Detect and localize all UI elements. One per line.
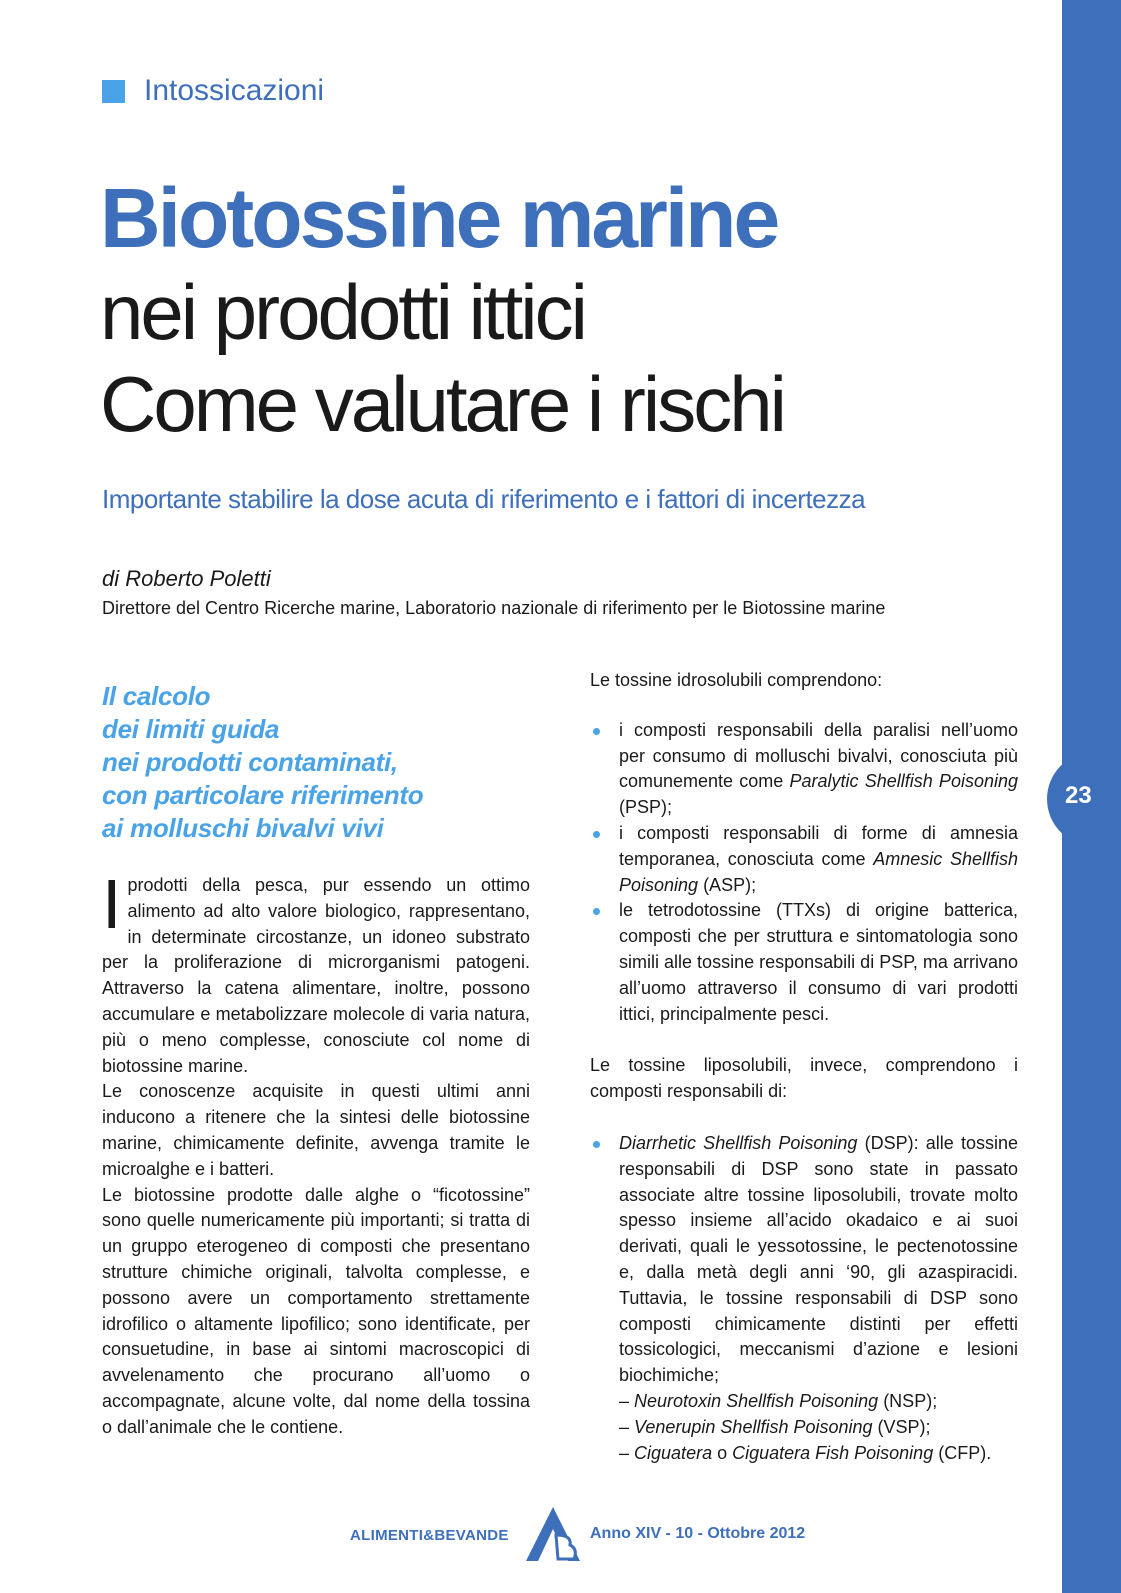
drop-cap: I [102, 865, 122, 943]
magazine-name: ALIMENTI&BEVANDE [350, 1527, 509, 1544]
bullet-icon [593, 728, 600, 735]
left-column [102, 865, 530, 1441]
list-item: le tetrodotossine (TTXs) di origine batterica, composti che per struttura e sintomatologia sono simili alle tossine responsabili di PSP, ma arrivano all’uomo attraverso il consumo di vari prodotti ittici, principalmente pesci. [590, 898, 1018, 1027]
dash-item: – Neurotoxin Shellfish Poisoning (NSP); [619, 1390, 938, 1411]
page-number: 23 [1065, 782, 1092, 809]
paragraph-1-text: prodotti della pesca, pur essendo un ottimo alimento ad alto valore biologico, rappresentano, in determinate circostanze, un idoneo substrato per la proliferazione di microrganismi patogeni. Attraverso la catena alimentare, inoltre, possono accumulare e metabolizzare molecole di varia natura, più o meno complesse, conosciute col nome di biotossine marine. [102, 875, 530, 1076]
list-item: i composti responsabili della paralisi nell’uomo per consumo di molluschi bivalvi, conosciuta più comunemente come Paralytic Shellfish Poisoning (PSP); [590, 718, 1018, 821]
bullet-icon [593, 1141, 600, 1148]
magazine-logo-icon [522, 1505, 584, 1565]
author: di Roberto Poletti [102, 566, 271, 591]
list-item: Diarrhetic Shellfish Poisoning (DSP): alle tossine responsabili di DSP sono state in passato associate altre tossine liposolubili, trovate molto spesso insieme all’acido okadaico e ai suoi derivati, quali le yessotossine, le pectenotossine e, dalla metà degli anni ‘90, gli azaspiracidi. Tuttavia, le tossine responsabili di DSP sono composti chimicamente distinti per effetti tossicologici, meccanismi d’azione e lesioni biochimiche; [590, 1131, 1018, 1389]
paragraph-3: Le biotossine prodotte dalle alghe o “ficotossine” sono quelle numericamente più importanti; si tratta di un gruppo eterogeneo di composti che presentano strutture chimiche originali, talvolta complesse, e possono avere un comportamento strettamente idrofilico o altamente lipofilico; sono identificate, per consuetudine, in base ai sintomi macroscopici di avvelenamento che procurano all’uomo o accompagnate, alcune volte, dal nome della tossina o dall’animale che le contiene. [102, 1184, 530, 1437]
lead-callout [102, 680, 542, 845]
bullet-icon [593, 831, 600, 838]
title-line-1: Biotossine marine [100, 171, 778, 265]
section-label: Intossicazioni [144, 74, 325, 107]
lead-line: Il calcolo [102, 681, 211, 711]
lead-line: nei prodotti contaminati, [102, 747, 398, 777]
subtitle: Importante stabilire la dose acuta di riferimento e i fattori di incertezza [102, 484, 866, 514]
footer [0, 1505, 1062, 1565]
title-line-2: nei prodotti ittici [100, 268, 585, 356]
lead-line: con particolare riferimento [102, 780, 424, 810]
lead-line: dei limiti guida [102, 714, 280, 744]
dash-item: – Venerupin Shellfish Poisoning (VSP); [619, 1416, 931, 1437]
fat-soluble-list [590, 1131, 1018, 1389]
water-soluble-list [590, 718, 1018, 1028]
lead-line: ai molluschi bivalvi vivi [102, 813, 384, 843]
paragraph-2: Le conoscenze acquisite in questi ultimi anni inducono a ritenere che la sintesi delle biotossine marine, chimicamente definite, avvenga tramite le microalghe e i batteri. [102, 1081, 530, 1179]
fat-soluble-intro: Le tossine liposolubili, invece, comprendono i composti responsabili di: [590, 1055, 1018, 1102]
bullet-icon [593, 908, 600, 915]
dash-item: – Ciguatera o Ciguatera Fish Poisoning (CFP). [619, 1442, 992, 1463]
section-square-icon [102, 80, 125, 103]
page-number-tab [1047, 752, 1121, 846]
author-affiliation: Direttore del Centro Ricerche marine, Laboratorio nazionale di riferimento per le Biotossine marine [102, 598, 886, 618]
paragraph-1 [102, 865, 530, 1079]
issue-info: Anno XIV - 10 - Ottobre 2012 [590, 1525, 806, 1542]
list-item: i composti responsabili di forme di amnesia temporanea, conosciuta come Amnesic Shellfish Poisoning (ASP); [590, 821, 1018, 898]
title-line-3: Come valutare i rischi [100, 360, 784, 448]
water-soluble-intro: Le tossine idrosolubili comprendono: [590, 670, 883, 690]
right-column [590, 668, 1018, 1466]
